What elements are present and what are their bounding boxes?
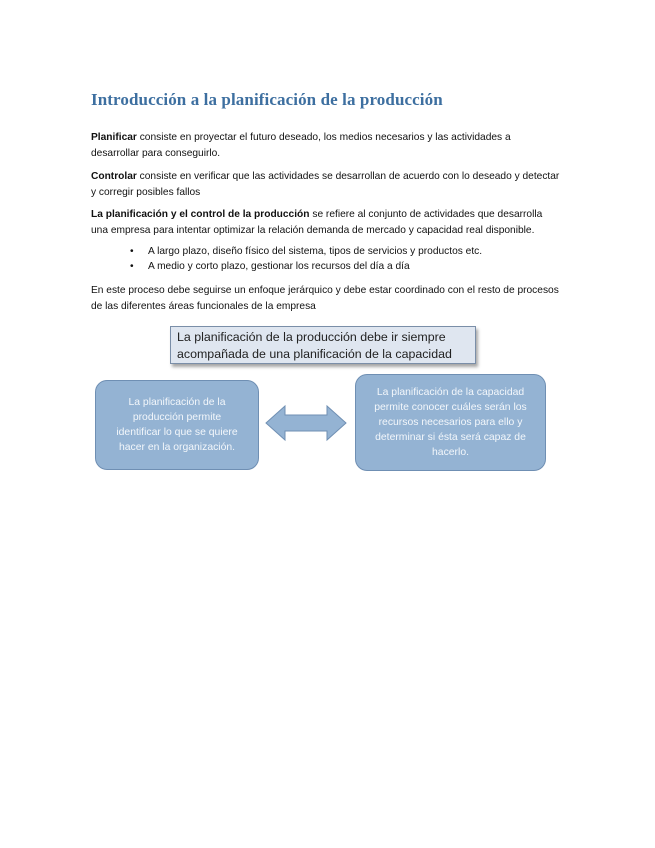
bullet-list bbox=[130, 244, 482, 274]
diagram-left-text: La planificación de la producción permite identificar lo que se quiere hacer en la organización. bbox=[116, 397, 238, 453]
term-planificar: Planificar bbox=[91, 132, 137, 143]
bullet-dot: • bbox=[130, 246, 134, 257]
document-title: Introducción a la planificación de la producción bbox=[91, 90, 443, 109]
paragraph-planificacion-control bbox=[91, 207, 561, 239]
list-item bbox=[130, 244, 482, 259]
paragraph-proceso: En este proceso debe seguirse un enfoque jerárquico y debe estar coordinado con el resto de procesos de las diferentes áreas funcionales de la empresa bbox=[91, 285, 559, 312]
paragraph-controlar-text: consiste en verificar que las actividades se desarrollan de acuerdo con lo deseado y detectar y corregir posibles fallos bbox=[91, 171, 560, 198]
list-item-text: A largo plazo, diseño físico del sistema, tipos de servicios y productos etc. bbox=[148, 246, 483, 257]
paragraph-planificar bbox=[91, 130, 561, 162]
list-item bbox=[130, 259, 482, 274]
list-item-text: A medio y corto plazo, gestionar los recursos del día a día bbox=[148, 261, 410, 272]
double-arrow-icon bbox=[265, 404, 347, 442]
diagram-left-box bbox=[95, 380, 259, 470]
diagram-header-box: La planificación de la producción debe ir siempre acompañada de una planificación de la capacidad bbox=[170, 326, 476, 364]
term-controlar: Controlar bbox=[91, 171, 137, 182]
paragraph-controlar bbox=[91, 169, 561, 201]
paragraph-planificacion-control-text: se refiere al conjunto de actividades que desarrolla una empresa para intentar optimizar la relación demanda de mercado y capacidad real disponible. bbox=[91, 209, 543, 236]
bullet-dot: • bbox=[130, 261, 134, 272]
paragraph-planificar-text: consiste en proyectar el futuro deseado, los medios necesarios y las actividades a desarrollar para conseguirlo. bbox=[91, 132, 511, 159]
term-planificacion-control: La planificación y el control de la producción bbox=[91, 209, 310, 220]
diagram-right-text: La planificación de la capacidad permite conocer cuáles serán los recursos necesarios para ello y determinar si ésta será capaz de hacerlo. bbox=[374, 387, 527, 458]
diagram-right-box bbox=[355, 374, 546, 471]
